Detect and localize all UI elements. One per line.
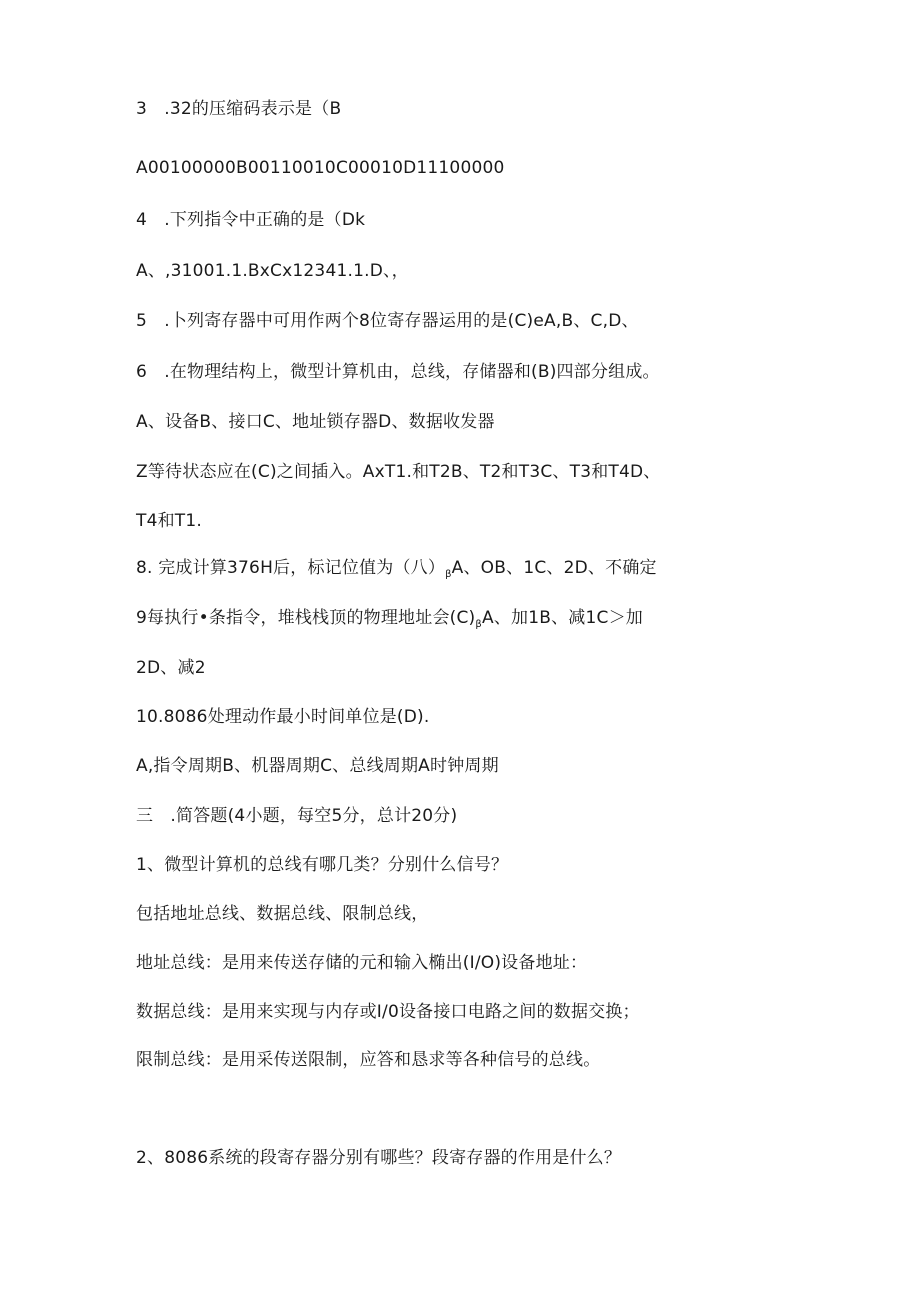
question-3-options: A00100000B00110010C00010D11100000 (136, 158, 505, 178)
question-9-options: A、加1B、减1C＞加 (481, 608, 643, 628)
answer-1-line-4: 限制总线：是用采传送限制，应答和恳求等各种信号的总线。 (136, 1050, 601, 1070)
answer-1-line-1: 包括地址总线、数据总线、限制总线， (136, 904, 429, 924)
question-6: 6 .在物理结构上，微型计算机由，总线，存储器和(B)四部分组成。 (136, 362, 660, 382)
question-8-text: 8. 完成计算376H后，标记位值为（八） (136, 558, 446, 578)
question-10: 10.8086处理动作最小时间单位是(D). (136, 707, 430, 727)
question-4-options: A、,31001.1.BxCx12341.1.D、， (136, 261, 409, 281)
question-6-options: A、设备B、接口C、地址锁存器D、数据收发器 (136, 412, 495, 432)
question-5: 5 .卜列寄存器中可用作两个8位寄存器运用的是(C)eA,B、C,D、 (136, 311, 639, 331)
question-3: 3 .32的压缩码表示是（B (136, 99, 342, 119)
question-8 (136, 557, 657, 586)
question-8-options: A、OB、1C、2D、不确定 (451, 558, 657, 578)
question-8-subscript: β (445, 569, 452, 580)
question-9-text: 9每执行•条指令，堆栈栈顶的物理地址会(C) (136, 608, 476, 628)
answer-1-line-3: 数据总线：是用来实现与内存或I/0设备接口电路之间的数据交换； (136, 1002, 640, 1022)
answer-1-line-2: 地址总线：是用来传送存储的元和输入椭出(I/O)设备地址： (136, 953, 588, 973)
short-answer-1: 1、微型计算机的总线有哪几类？分别什么信号？ (136, 855, 509, 875)
question-9-continued: 2D、减2 (136, 658, 206, 678)
question-7: Z等待状态应在(C)之间插入。AxT1.和T2B、T2和T3C、T3和T4D、 (136, 462, 661, 482)
section-heading: 三 .简答题(4小题，每空5分，总计20分) (136, 806, 458, 826)
question-7-continued: T4和T1. (136, 511, 203, 531)
question-4: 4 .下列指令中正确的是（Dk (136, 210, 366, 230)
short-answer-2: 2、8086系统的段寄存器分别有哪些？段寄存器的作用是什么？ (136, 1148, 622, 1168)
question-9-subscript: β (475, 619, 482, 630)
question-9 (136, 607, 643, 636)
question-10-options: A,指令周期B、机器周期C、总线周期A时钟周期 (136, 756, 499, 776)
